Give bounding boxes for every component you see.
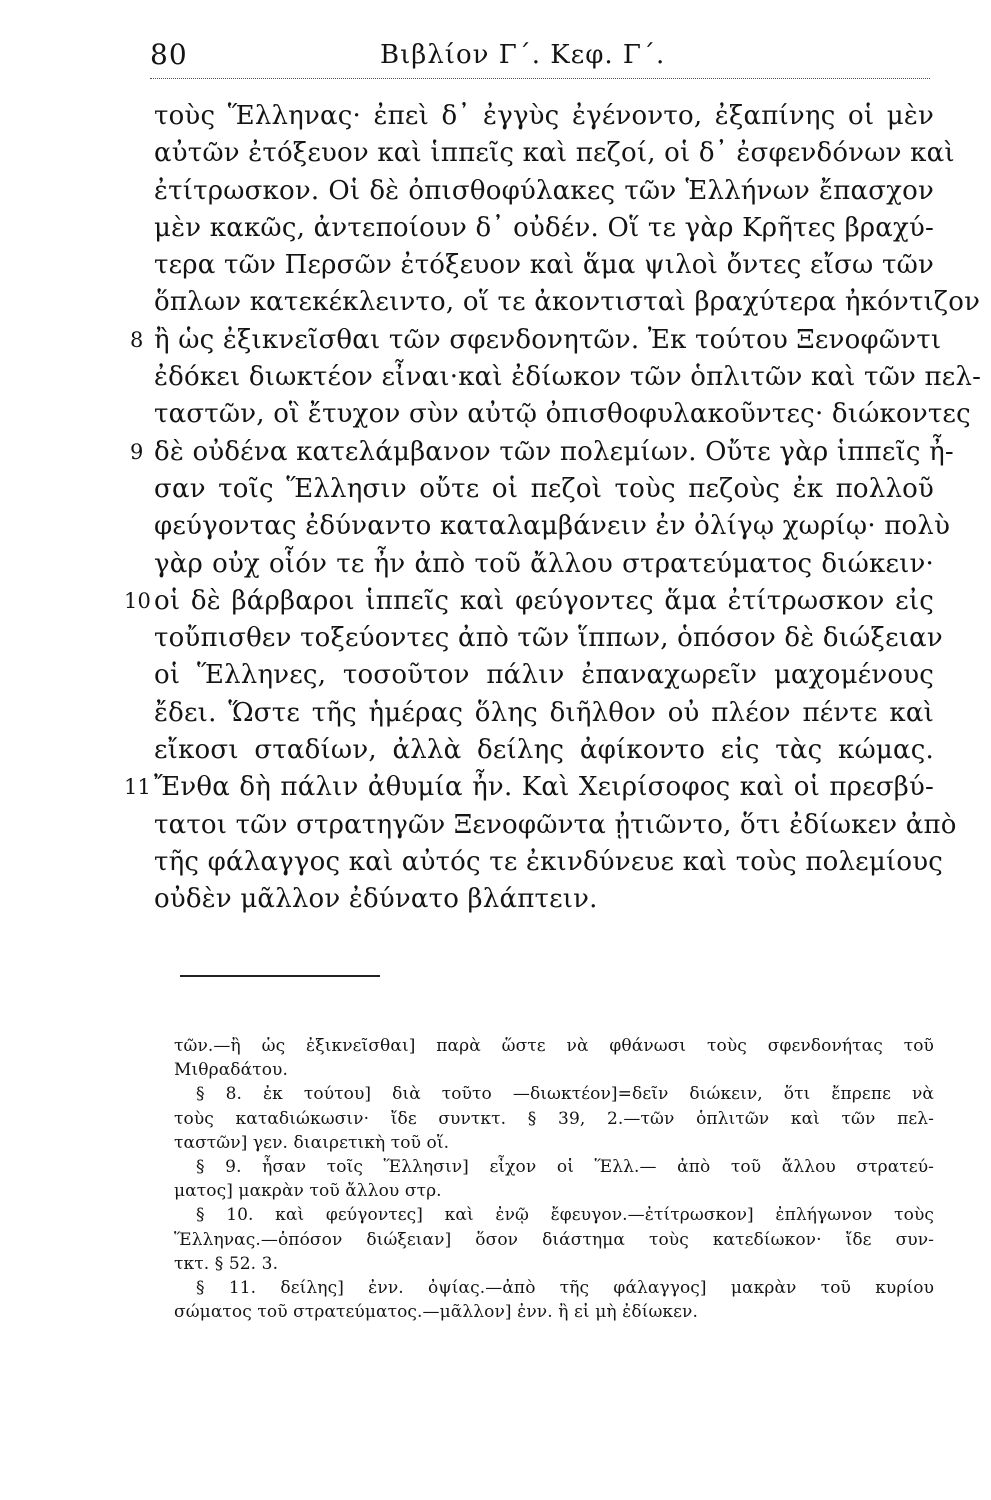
footnote-line: τκτ. § 52. 3. [174, 1253, 279, 1274]
main-text [124, 98, 982, 919]
footnotes [174, 1034, 934, 1324]
footnote-line: Ἕλληνας.—ὁπόσον διώξειαν] ὅσον διάστημα τοὺς κατεδίωκον· ἴδε συν- [174, 1229, 934, 1250]
text-line: αὐτῶν ἐτόξευον καὶ ἱππεῖς καὶ πεζοί, οἱ δ᾿ ἐσφενδόνων καὶ [154, 138, 955, 169]
text-line: οἱ Ἕλληνες, τοσοῦτον πάλιν ἐπαναχωρεῖν μαχομένους [154, 660, 934, 691]
text-line: 8 ἢ ὡς ἐξικνεῖσθαι τῶν σφενδονητῶν. Ἐκ τούτου Ξενοφῶντι [154, 322, 934, 359]
text-line: εἴκοσι σταδίων, ἀλλὰ δείλης ἀφίκοντο εἰς τὰς κώμας. [154, 735, 934, 766]
text-line: σαν τοῖς Ἕλλησιν οὔτε οἱ πεζοὶ τοὺς πεζοὺς ἐκ πολλοῦ [154, 473, 934, 504]
footnote-line: τῶν.—ἢ ὡς ἐξικνεῖσθαι] παρὰ ὥστε νὰ φθάνωσι τοὺς σφενδονήτας τοῦ [174, 1036, 934, 1056]
text-line: τοὺς Ἕλληνας· ἐπεὶ δ᾿ ἐγγὺς ἐγένοντο, ἐξαπίνης οἱ μὲν [154, 101, 934, 131]
text-line: ἐδόκει διωκτέον εἶναι·καὶ ἐδίωκον τῶν ὁπλιτῶν καὶ τῶν πελ- [154, 362, 982, 393]
text-line: τοὔπισθεν τοξεύοντες ἀπὸ τῶν ἵππων, ὁπόσον δὲ διώξειαν [154, 623, 943, 654]
footnote-line: § 11. δείλης] ἐνν. ὀψίας.—ἀπὸ τῆς φάλαγγος] μακρὰν τοῦ κυρίου [196, 1277, 934, 1298]
header-rule [150, 78, 930, 79]
running-title: Βιβλίον Γ΄. Κεφ. Γ΄. [380, 40, 666, 70]
text-line: ταστῶν, οἳ ἔτυχον σὺν αὐτῷ ὀπισθοφυλακοῦντες· διώκοντες [154, 399, 971, 430]
footnote-line: τοὺς καταδιώκωσιν· ἴδε συντκτ. § 39, 2.—τῶν ὁπλιτῶν καὶ τῶν πελ- [174, 1108, 934, 1129]
text-line: ὅπλων κατεκέκλειντο, οἵ τε ἀκοντισταὶ βραχύτερα ἠκόντιζον [154, 287, 981, 318]
text-line: τῆς φάλαγγος καὶ αὐτός τε ἐκινδύνευε καὶ τοὺς πολεμίους [154, 846, 943, 877]
footnote-line: Μιθραδάτου. [174, 1060, 288, 1081]
text-line: φεύγοντας ἐδύναντο καταλαμβάνειν ἐν ὀλίγῳ χωρίῳ· πολὺ [154, 511, 951, 542]
footnote-line: ματος] μακρὰν τοῦ ἄλλου στρ. [174, 1181, 442, 1202]
section-number: 9 [130, 439, 144, 464]
text-line: μὲν κακῶς, ἀντεποίουν δ᾿ οὐδέν. Οἵ τε γὰρ Κρῆτες βραχύ- [154, 212, 934, 243]
text-line: ἔδει. Ὥστε τῆς ἡμέρας ὅλης διῆλθον οὐ πλέον πέντε καὶ [154, 697, 934, 728]
page-number: 80 [150, 38, 188, 71]
text-line: τατοι τῶν στρατηγῶν Ξενοφῶντα ᾐτιῶντο, ὅτι ἐδίωκεν ἀπὸ [154, 809, 957, 840]
text-line: ἐτίτρωσκον. Οἱ δὲ ὀπισθοφύλακες τῶν Ἑλλήνων ἔπασχον [154, 175, 934, 206]
text-line: 9 δὲ οὐδένα κατελάμβανον τῶν πολεμίων. Οὔτε γὰρ ἱππεῖς ἦ- [154, 434, 934, 471]
footnote-rule [180, 975, 380, 977]
footnote-line: σώματος τοῦ στρατεύματος.—μᾶλλον] ἐνν. ἢ εἰ μὴ ἐδίωκεν. [174, 1302, 698, 1323]
footnote-line: § 10. καὶ φεύγοντες] καὶ ἐνῷ ἔφευγον.—ἐτίτρωσκον] ἐπλήγωνον τοὺς [196, 1205, 934, 1226]
text-line: οὐδὲν μᾶλλον ἐδύνατο βλάπτειν. [154, 884, 598, 915]
footnote-line: § 8. ἐκ τούτου] διὰ τοῦτο —διωκτέον]=δεῖν διώκειν, ὅτι ἔπρεπε νὰ [196, 1084, 934, 1105]
section-number: 8 [130, 327, 144, 352]
text-line: 10 οἱ δὲ βάρβαροι ἱππεῖς καὶ φεύγοντες ἅμα ἐτίτρωσκον εἰς [154, 583, 934, 620]
text-line: 11 Ἔνθα δὴ πάλιν ἀθυμία ἦν. Καὶ Χειρίσοφος καὶ οἱ πρεσβύ- [154, 769, 934, 806]
running-head [150, 38, 930, 78]
footnote-line: § 9. ἦσαν τοῖς Ἕλλησιν] εἶχον οἱ Ἕλλ.— ἀπὸ τοῦ ἄλλου στρατεύ- [196, 1156, 934, 1177]
section-number: 11 [124, 775, 152, 800]
text-line: γὰρ οὐχ οἷόν τε ἦν ἀπὸ τοῦ ἄλλου στρατεύματος διώκειν· [154, 548, 934, 579]
text-line: τερα τῶν Περσῶν ἐτόξευον καὶ ἅμα ψιλοὶ ὄντες εἴσω τῶν [154, 250, 934, 281]
section-number: 10 [124, 588, 152, 613]
footnote-line: ταστῶν] γεν. διαιρετικὴ τοῦ οἵ. [174, 1132, 450, 1153]
